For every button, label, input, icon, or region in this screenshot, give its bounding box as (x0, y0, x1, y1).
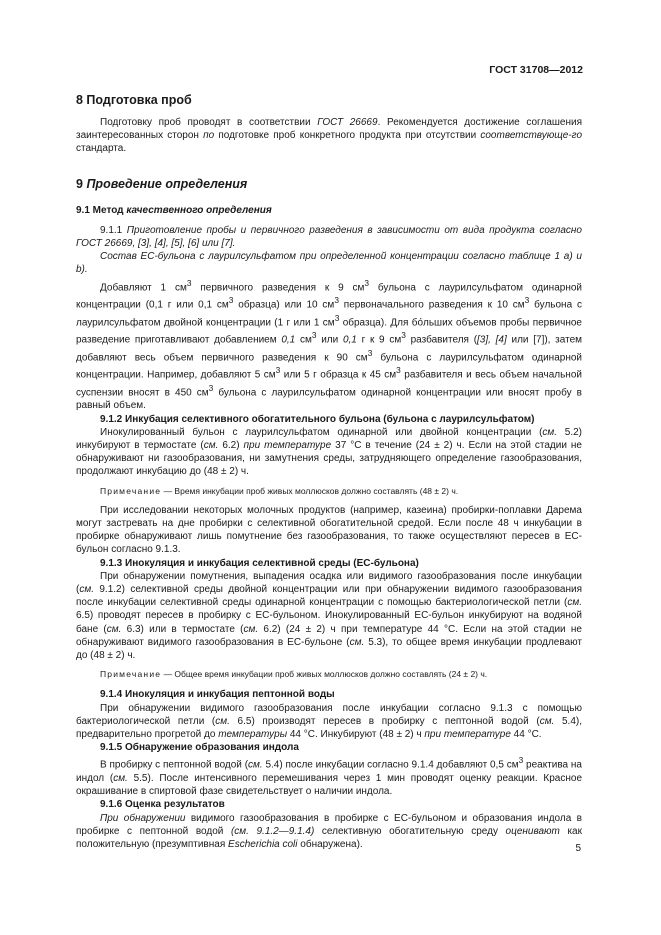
section-8-paragraph: Подготовку проб проводят в соответствии ГОСТ 26669. Рекомендуется достижение соглашения заинтересованных сторон по подготовке проб конкретного продукта при отсутствии соответствующе-го стандарта. (76, 117, 582, 155)
subsection-9-1-6-paragraph: При обнаружении видимого газообразования в пробирке с ЕС-бульоном и образования индола в пробирке с пептонной водой (см. 9.1.2—9.1.4) селективную обогатительную среду оценивают как положительную (презумптивная Escherichia coli обнаружена). (76, 812, 582, 850)
subsection-9-1-5-paragraph: В пробирку с пептонной водой (см. 5.4) после инкубации согласно 9.1.4 добавляют 0,5 $см^3$ реактива на индол (см. 5.5). После интенсивного перемешивания через 1 мин проводят оценку реакции. Красное окрашивание в спиртовой фазе свидетельствует о наличии индола. (76, 755, 583, 798)
subsection-9-1-5-title: 9.1.5 Обнаружение образования индола (100, 742, 299, 754)
subsection-9-1-6-title: 9.1.6 Оценка результатов (100, 799, 225, 811)
document-code: ГОСТ 31708—2012 (489, 64, 583, 76)
subsection-9-1-4-paragraph: При обнаружении видимого газообразования после инкубации согласно 9.1.3 с помощью бактериологической петли (см. 6.5) производят пересев в пробирку с пептонной водой (см. 5.4), предварительно прогретой до температуры 44 °С. Инкубируют (48 ± 2) ч при температуре 44 °С. (76, 702, 582, 741)
note-9-1-3: Примечание — Общее время инкубации проб живых моллюсков должно составлять (24 ± 2) ч. (100, 669, 488, 680)
section-8-title: 8 Подготовка проб (76, 93, 192, 107)
page-content (76, 92, 582, 851)
note-9-1-2: Примечание — Время инкубации проб живых моллюсков должно составлять (48 ± 2) ч. (100, 485, 459, 496)
broth-composition: Состав ЕС-бульона с лаурилсульфатом при определенной концентрации согласно таблице 1 а) и b). (76, 251, 582, 276)
dilution-paragraph: Добавляют 1 $см^3$ первичного разведения к 9 $см^3$ бульона с лаурилсульфатом одинарной концентрации (0,1 г или 0,1 $см^3$ образца) или 10 $см^3$ первоначального разведения к 10 $см^3$ бульона с лаурилсульфатом двойной концентрации (1 г или 1 $см^3$ образца). Для бо́льших объемов пробы первичное разведение приготавливают добавлением 0,1 $см^3$ или 0,1 г к 9 $см^3$ разбавителя ([3], [4] или [7]), затем добавляют весь объем первичного разведения к 90 $см^3$ бульона с лаурилсульфатом одинарной концентрации. Например, добавляют 5 $см^3$ или 5 г образца к 45 $см^3$ разбавителя и весь объем начальной суспензии вносят в 450 $см^3$ бульона с лаурилсульфатом одинарной концентрации или вносят пробу в равный объем. (76, 277, 583, 412)
subsection-9-1-2-paragraph: Инокулированный бульон с лаурилсульфатом одинарной или двойной концентрации (см. 5.2) инкубируют в термостате (см. 6.2) при температуре 37 °С в течение (24 ± 2) ч. Если на этой стадии не обнаруживают ни газообразования, ни замутнения среды, затрудняющего определение газообразования, продолжают инкубацию до (48 ± 2) ч. (76, 426, 582, 478)
subsection-9-1-4-title: 9.1.4 Инокуляция и инкубация пептонной воды (100, 689, 335, 701)
subsection-9-1-2-paragraph-2: При исследовании некоторых молочных продуктов (например, казеина) пробирки-поплавки Дарема могут застревать на дне пробирки с селективной обогатительной средой. Если после 48 ч инкубации в пробирке обнаруживают лишь помутнение без газообразования, то также осуществляют пересев в ЕС-бульон согласно 9.1.3. (76, 504, 582, 556)
subsection-9-1-title: 9.1 Метод качественного определения (76, 204, 272, 216)
section-9-title: 9 Проведение определения (76, 176, 248, 191)
subsection-9-1-1: 9.1.1 Приготовление пробы и первичного разведения в зависимости от вида продукта согласно ГОСТ 26669, [3], [4], [5], [6] или [7]. (76, 224, 582, 250)
subsection-9-1-2-title: 9.1.2 Инкубация селективного обогатительного бульона (бульона с лаурилсульфатом) (100, 413, 535, 425)
subsection-9-1-3-title: 9.1.3 Инокуляция и инкубация селективной среды (ЕС-бульона) (100, 557, 419, 569)
page-number: 5 (575, 843, 581, 854)
subsection-9-1-3-paragraph: При обнаружении помутнения, выпадения осадка или видимого газообразования после инкубации (см. 9.1.2) селективной среды двойной концентрации или при обнаружении видимого газообразования после инкубации селективной среды одинарной концентрации с помощью бактериологической петли (см. 6.5) проводят пересев в пробирку с ЕС-бульоном. Инокулированный ЕС-бульон инкубируют на водяной бане (см. 6.3) или в термостате (см. 6.2) (24 ± 2) ч при температуре 44 °С. Если на этой стадии не обнаруживают видимого газообразования в ЕС-бульоне (см. 5.3), то общее время инкубации продлевают до (48 ± 2) ч. (76, 570, 582, 661)
